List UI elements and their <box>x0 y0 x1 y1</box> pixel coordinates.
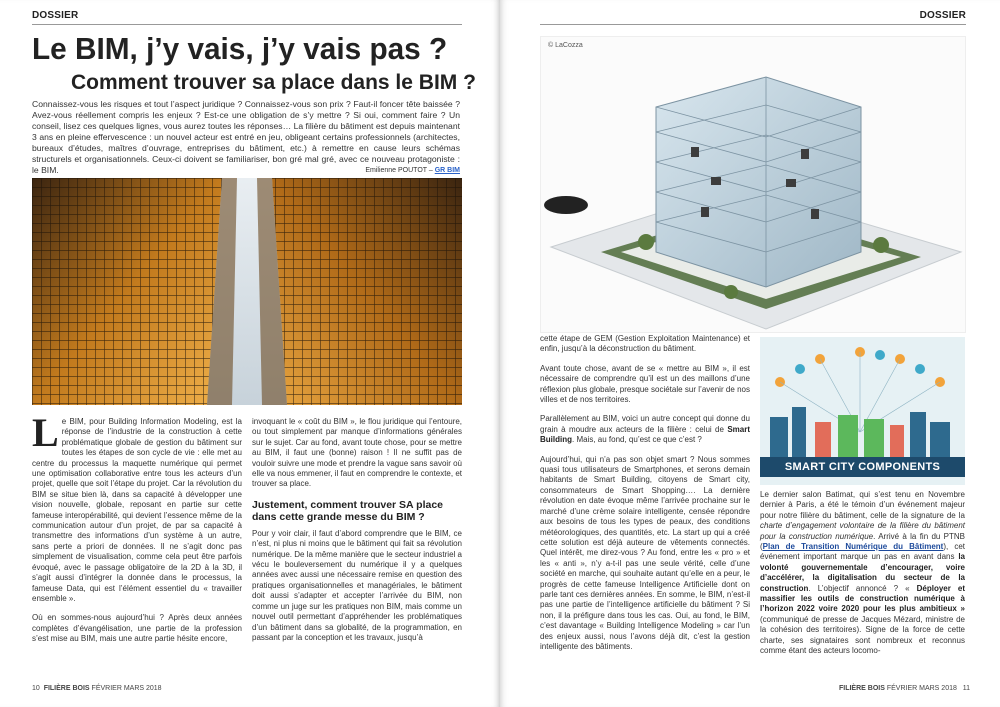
article-intro: Connaissez-vous les risques et tout l’aspect juridique ? Connaissez-vous son prix ? Faut-il foncer tête baissée ? Avez-vous réellement compris les enjeux ? Est-ce une obligation de s’y mettre ? Si oui, comment faire ? Un conseil, lisez ces quelques lignes, vous aurez toutes les réponses… La filière du bâtiment est depuis maintenant 3 ans en pleine effervescence : un nouvel acteur est entré en jeu, obligeant certains professionnels (architectes, bureaux d’études, maîtres d’ouvrage, entreprises du bâtiment, etc.) à remettre en cause leurs schémas structurels et organisationnels. Ceux-ci doivent se familiariser, bon gré mal gré, avec ce nouveau protagoniste : le BIM. <box>32 99 460 175</box>
issue-date-left: FÉVRIER MARS 2018 <box>91 685 162 692</box>
page-number-right: 11 <box>962 685 970 692</box>
article-column-3 <box>540 334 750 661</box>
col3-paragraph-1: cette étape de GEM (Gestion Exploitation Maintenance) et enfin, jusqu’à la déconstruction du bâtiment. <box>540 334 750 354</box>
ptnb-link[interactable]: Plan de Transition Numérique du Bâtiment <box>762 542 944 552</box>
smart-city-caption: SMART CITY COMPONENTS <box>760 457 965 477</box>
article-column-4 <box>760 490 965 666</box>
col1-paragraph-1: e BIM, pour Building Information Modeling, est la réponse de l’industrie de la construction à cette problématique globale de gestion du bâtiment sur toutes les étapes de son cycle de vie : elle met au centre du processus la maquette numérique qui permet une optimisation collaborative entre tous les acteurs d’un projet, quelle que soit l’étape du projet. Car la révolution du BIM se situe bien là, dans sa capacité à développer une vision nouvelle, globale, reposant en partie sur cette fameuse interopérabilité, qui devient l’essence même de la communication autour d’un projet, de par sa capacité à transmettre des informations d’un système à un autre, sans perte a priori de données. Il ne s’agit donc pas simplement de visualisation, comme cela peut être parfois évoqué, avec le passage obligatoire de la 2D à la 3D, il s’agit aussi d’intégrer la donnée dans le processus, la fameuse Data, qui est l’élément essentiel du « travailler ensemble ». <box>32 417 242 603</box>
smart-city-graphic <box>760 337 965 485</box>
byline <box>32 167 460 174</box>
section-label-left: DOSSIER <box>32 10 79 21</box>
magazine-name-right: FILIÈRE BOIS <box>838 685 885 692</box>
article-column-2 <box>252 417 462 652</box>
footer-left <box>32 685 162 692</box>
dropcap: L <box>32 410 59 455</box>
col3-paragraph-4: Aujourd’hui, qui n’a pas son objet smart ? Nous sommes quasi tous utilisateurs de Smartphones, et serons demain habitants de Smart Building, citoyens de Smart city, consommateurs de Smart Shopping…. La dernière révolution en date évoque même l’arrivée prochaine sur le marché d’une crème solaire intelligente, censée répondre aux besoins de tous les types de peaux, des conditions météorologiques, des quantités, etc. La start up qui a créé cette solution est déjà auteure de vêtements connectés. Quel intérêt, me direz-vous ? Au fond, entre les « pro » et les « anti », n’y a-t-il pas une seule vérité, celle d’une société en marche, qui souhaite autant qu’elle en a peur, le progrès de cette fameuse Intelligence Artificielle dont on parle tant ces dernières années. En somme, le BIM, n’est-il pas une partie de l’intelligence artificielle du bâtiment ? Si non, il la préfigure dans tous les cas. Oui, au fond, le BIM, c’est davantage « Building Intelligence Modeling » car l’un des enjeux aussi, nous l’avons déjà dit, c’est la gestion intelligente des bâtiments. <box>540 454 750 651</box>
col2-subheading: Justement, comment trouver SA place dans cette grande messe du BIM ? <box>252 498 443 523</box>
bim-building-illustration <box>540 36 966 333</box>
header-rule-left <box>32 24 462 25</box>
col2-paragraph-2: Pour y voir clair, il faut d’abord comprendre que le BIM, ce n’est, ni plus ni moins que le bâtiment qui fait sa révolution numérique. De la même manière que le secteur industriel a vécu le bouleversement du numérique il y a quelques années avec aussi une nécessaire remise en question des pratiques organisationnelles et managériales, le bâtiment doit aussi s’adapter et accepter l’arrivée du BIM, non comme un juge sur les pratiques non BIM, mais comme un nouvel outil permettant d’appréhender les problématiques d’un bâtiment dans sa globalité, de la programmation, en passant par la conception et les travaux, jusqu’à <box>252 528 462 642</box>
col1-paragraph-2: Où en sommes-nous aujourd’hui ? Après deux années complètes d’évangélisation, une partie de la profession s’est mise au BIM, mais une autre partie hésite encore, <box>32 613 242 644</box>
article-subtitle: Comment trouver sa place dans le BIM ? <box>71 71 476 94</box>
article-title: Le BIM, j’y vais, j’y vais pas ? <box>32 31 448 66</box>
issue-date-right: FÉVRIER MARS 2018 <box>886 685 957 692</box>
section-label-right: DOSSIER <box>919 10 966 21</box>
col2-paragraph-1: invoquant le « coût du BIM », le flou juridique qui l’entoure, ou tout simplement par manque d’informations générales sur le sujet. Car au fond, avant toute chose, pour se mettre au BIM, il faut une (bonne) raison ! Il ne suffit pas de vouloir suivre une mode et prendre la vague sans savoir où elle va nous emmener, il faut en comprendre le contexte, et trouver sa place. <box>252 417 462 489</box>
page-number-left: 10 <box>32 685 40 692</box>
col4-paragraph: Le dernier salon Batimat, qui s’est tenu en Novembre dernier à Paris, a été le témoin d’un événement majeur pour notre filière du bâtiment, celle de la signature de la charte d’engagement volontaire de la filière du bâtiment pour la construction numérique. Arrivé à la fin du PTNB (Plan de Transition Numérique du Bâtiment), cet événement important marque un pas en avant dans la volonté gouvernementale d’encourager, voire d’accélérer, la digitalisation du secteur de la construction. L’objectif annoncé ? « Déployer et massifier les outils de construction numérique à l’horizon 2022 voire 2020 pour les plus ambitieux » (communiqué de presse de Jacques Mézard, ministre de la cohésion des territoires). Signe de la force de cette charte, ses signataires sont nombreux et reconnus comme étant des acteurs locomo- <box>760 490 966 656</box>
author-org-link[interactable]: GR BIM <box>434 167 460 174</box>
image-credit: © LaCozza <box>548 42 583 49</box>
skyscrapers-photo <box>32 178 462 405</box>
author-name: Emilienne POUTOT – <box>365 167 433 174</box>
magazine-name-left: FILIÈRE BOIS <box>43 685 90 692</box>
col3-paragraph-3: Parallèlement au BIM, voici un autre concept qui donne du grain à moudre aux acteurs de la filière : celui de Smart Building. Mais, au fond, qu’est ce que c’est ? <box>540 414 750 445</box>
article-column-1 <box>32 410 242 654</box>
col3-paragraph-2: Avant toute chose, avant de se « mettre au BIM », il est nécessaire de comprendre qu’il est un des maillons d’une réflexion plus globale, presque sociétale sur l’avenir de nos villes et de nos territoires. <box>540 363 750 405</box>
header-rule-right <box>540 24 966 25</box>
footer-right <box>839 685 970 692</box>
